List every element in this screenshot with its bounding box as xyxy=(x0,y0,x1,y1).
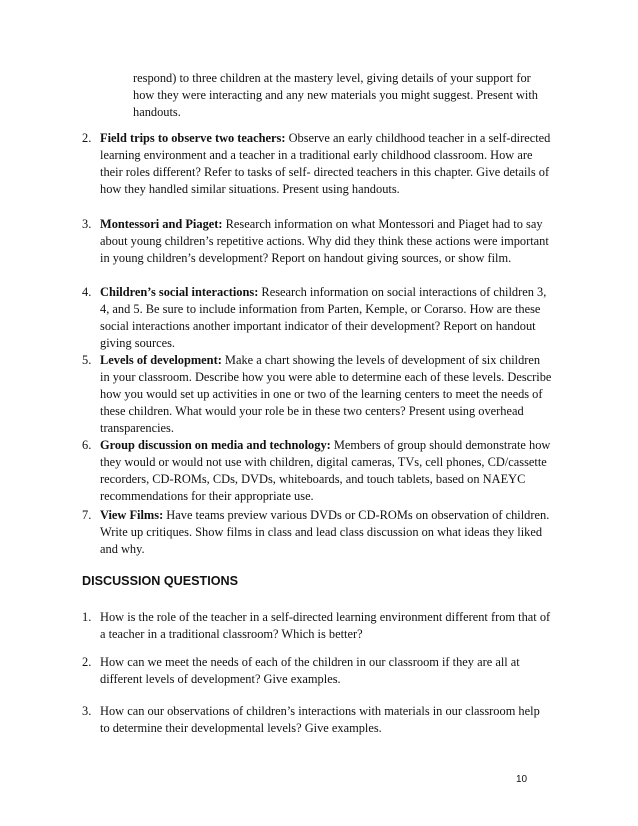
item-text: Have teams preview various DVDs or CD-ROMs on observation of children. Write up critiques. Show films in class and lead class discussion on what ideas they liked and why. xyxy=(100,508,550,556)
discussion-heading: DISCUSSION QUESTIONS xyxy=(82,574,239,588)
item-body xyxy=(100,216,552,267)
item-title: View Films: xyxy=(100,508,164,522)
item-number: 5. xyxy=(82,353,92,367)
item-title: Montessori and Piaget: xyxy=(100,217,223,231)
item-number: 2. xyxy=(82,655,92,669)
item-number: 3. xyxy=(82,704,92,718)
item-number: 3. xyxy=(82,217,92,231)
item-number: 7. xyxy=(82,508,92,522)
item-title: Levels of development: xyxy=(100,353,222,367)
continuation-paragraph: respond) to three children at the mastery level, giving details of your support for how they were interacting and any new materials you might suggest. Present with handouts. xyxy=(133,71,539,119)
item-text: How is the role of the teacher in a self-directed learning environment different from that of a teacher in a traditional classroom? Which is better? xyxy=(100,610,551,641)
page-number: 10 xyxy=(516,774,528,785)
item-title: Group discussion on media and technology: xyxy=(100,438,331,452)
item-text: Research information on what Montessori and Piaget had to say about young children’s repetitive actions. Why did they think these actions were important in young children’s development? Report on handout giving sources, or show film. xyxy=(100,217,549,265)
item-number: 2. xyxy=(82,131,92,145)
item-body xyxy=(100,130,552,198)
item-number: 1. xyxy=(82,610,92,624)
item-text: Members of group should demonstrate how they would or would not use with children, digital cameras, TVs, cell phones, CD/cassette recorders, CD-ROMs, CDs, DVDs, whiteboards, and touch tablets, based on NAEYC recommendations for their appropriate use. xyxy=(100,438,551,503)
item-text: How can we meet the needs of each of the children in our classroom if they are all at different levels of development? Give examples. xyxy=(100,655,520,686)
item-number: 6. xyxy=(82,438,92,452)
item-body xyxy=(100,437,552,505)
item-text: Observe an early childhood teacher in a self-directed learning environment and a teacher in a traditional early childhood classroom. How are their roles different? Refer to tasks of self- directed teachers in this chapter. Give details of how they handled similar situations. Present using handouts. xyxy=(100,131,551,196)
item-body xyxy=(100,284,552,352)
item-text: Research information on social interactions of children 3, 4, and 5. Be sure to include information from Parten, Kemple, or Corarso. How are these social interactions another important indicator of their development? Report on handout giving sources. xyxy=(100,285,547,350)
item-number: 4. xyxy=(82,285,92,299)
item-title: Field trips to observe two teachers: xyxy=(100,131,286,145)
item-body xyxy=(100,507,552,558)
item-text: Make a chart showing the levels of development of six children in your classroom. Describe how you were able to determine each of these levels. Describe how you would set up activities in one or two of the learning centers to meet the needs of these children. What would your role be in these two centers? Present using overhead transparencies. xyxy=(100,353,552,435)
item-text: How can our observations of children’s interactions with materials in our classroom help to determine their developmental levels? Give examples. xyxy=(100,704,540,735)
item-title: Children’s social interactions: xyxy=(100,285,259,299)
item-body xyxy=(100,352,552,437)
